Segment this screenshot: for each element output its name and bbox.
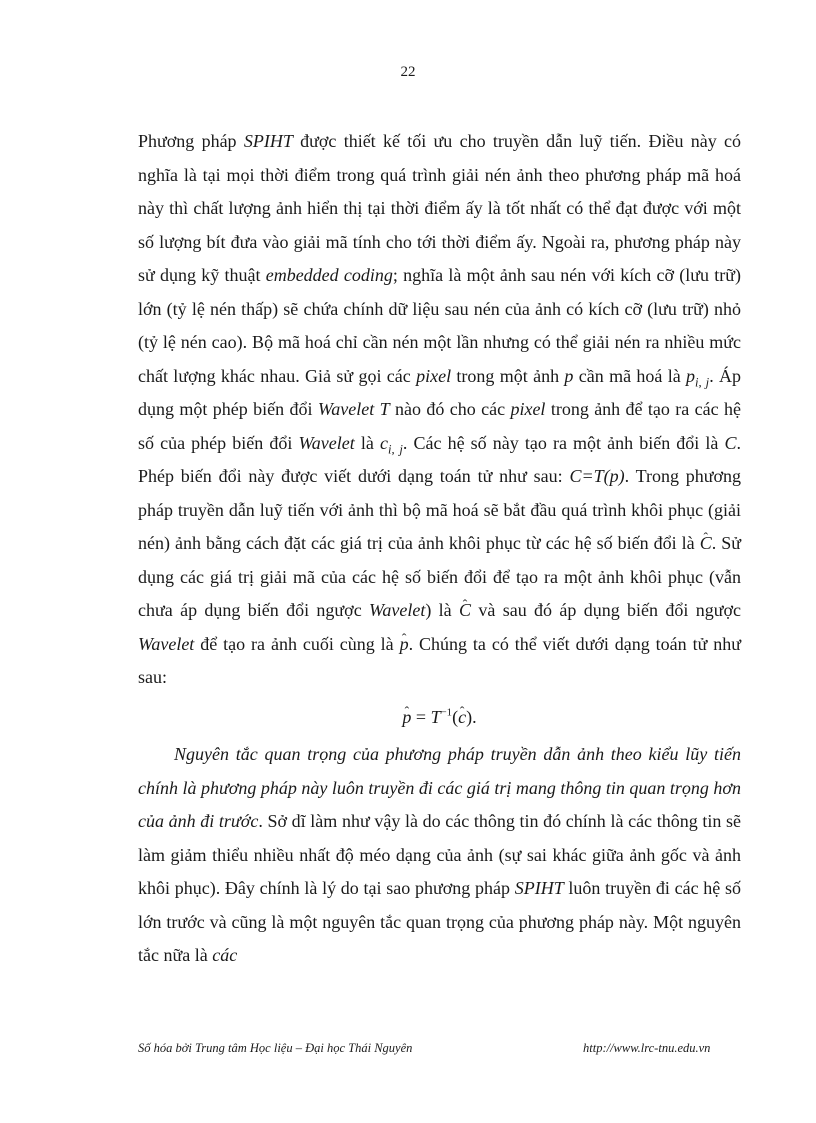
formula-c-hat: ˆ c	[458, 701, 466, 735]
text-run: . Áp dụng một phép biến đổi	[138, 365, 742, 419]
principle-statement: Nguyên tắc quan trọng của phương pháp truyền dẫn ảnh theo kiểu lũy tiến chính là phương pháp này luôn truyền đi các giá trị mang thông tin quan trọng hơn của ảnh đi trước	[138, 744, 741, 831]
text-run: cần mã hoá là	[573, 365, 687, 386]
text-run: . Sử dụng các giá trị giải mã của các hệ số biến đổi để tạo ra một ảnh khôi phục (vẫn chưa áp dụng biến đổi ngược	[138, 533, 741, 620]
footer-source: Số hóa bởi Trung tâm Học liệu – Đại học Thái Nguyên	[138, 1041, 413, 1055]
term-spiht: SPIHT	[243, 131, 293, 151]
text-run: ; nghĩa là một ảnh sau nén với kích cỡ (lưu trữ) lớn (tỷ lệ nén thấp) sẽ chứa chính dữ liệu sau nén của ảnh có kích cỡ (lưu trữ) nhỏ (tỷ lệ nén cao). Bộ mã hoá chỉ cần nén một lần nhưng có thể giải nén ra nhiều mức chất lượng khác nhau. Giả sử gọi các	[138, 265, 741, 386]
text-run: . Các hệ số này tạo ra một ảnh biến đổi là	[402, 432, 725, 453]
var-c-ij: c	[379, 432, 388, 453]
text-run: và sau đó áp dụng biến đổi ngược	[471, 600, 741, 620]
text-run: ) là	[425, 600, 460, 620]
subscript-ij: i, j	[387, 442, 403, 457]
formula-equals: =	[411, 706, 431, 727]
var-c-hat: ˆ C	[700, 527, 712, 561]
var-c-hat: ˆ C	[459, 594, 471, 628]
text-run: trong ảnh để tạo ra các hệ số của phép biến đổi	[138, 399, 742, 453]
term-embedded-coding: embedded coding	[265, 265, 393, 285]
formula-exponent: −1	[440, 705, 453, 718]
footer-url: http://www.lrc-tnu.edu.vn	[583, 1041, 711, 1055]
term-wavelet-t: Wavelet T	[317, 399, 390, 419]
text-run: . Chúng ta có thể viết dưới dạng toán tử như sau:	[138, 633, 742, 687]
text-run: . Phép biến đổi này được viết dưới dạng toán tử như sau:	[138, 432, 742, 486]
formula-close-paren: ).	[466, 706, 477, 727]
var-c: C	[724, 432, 737, 453]
term-wavelet: Wavelet	[369, 600, 426, 620]
text-run: nào đó cho các	[389, 399, 511, 419]
term-pixel: pixel	[510, 399, 546, 419]
page-number: 22	[400, 64, 416, 80]
term-spiht: SPIHT	[514, 878, 564, 898]
inverse-transform-formula	[138, 701, 741, 735]
text-run: để tạo ra ảnh cuối cùng là	[194, 633, 400, 654]
paragraph-spiht-intro	[138, 125, 741, 695]
text-run-italic: các	[212, 945, 238, 965]
term-wavelet: Wavelet	[138, 633, 195, 654]
term-pixel: pixel	[416, 365, 452, 386]
term-wavelet: Wavelet	[298, 432, 355, 453]
text-run: luôn truyền đi các hệ số lớn trước và cũng là một nguyên tắc quan trọng của phương pháp này. Một nguyên tắc nữa là	[138, 878, 742, 965]
formula-p-hat: ˆ p	[402, 701, 411, 735]
page-body	[138, 125, 741, 973]
paragraph-progressive-principle	[138, 738, 741, 973]
formula-t: T	[430, 706, 441, 727]
text-run: là	[354, 432, 380, 453]
text-run: Phương pháp	[138, 131, 244, 151]
text-run: được thiết kế tối ưu cho truyền dẫn luỹ tiến. Điều này có nghĩa là tại mọi thời điểm trong quá trình giải nén ảnh theo phương pháp mã hoá này thì chất lượng ảnh hiển thị tại thời điểm ấy là tốt nhất có thể đạt được với một số lượng bít đưa vào giải mã tính cho tới thời điểm ấy. Ngoài ra, phương pháp này sử dụng kỹ thuật	[138, 131, 741, 285]
var-p-hat: ˆ p	[400, 628, 409, 662]
var-p-ij: p	[686, 365, 696, 386]
text-run: . Trong phương pháp truyền dẫn luỹ tiến với ảnh thì bộ mã hoá sẽ bắt đầu quá trình khôi phục (giải nén) ảnh bằng cách đặt các giá trị của ảnh khôi phục từ các hệ số biến đổi là	[138, 466, 742, 553]
subscript-ij: i, j	[695, 375, 710, 390]
text-run: trong một ảnh	[451, 365, 565, 386]
equation-c-equals-t-p: C=T(p)	[569, 466, 625, 486]
formula-open-paren: (	[452, 706, 459, 727]
var-p: p	[564, 365, 574, 386]
text-run: . Sở dĩ làm như vậy là do các thông tin đó chính là các thông tin sẽ làm giảm thiểu nhiều nhất độ méo dạng của ảnh (sự sai khác giữa ảnh gốc và ảnh khôi phục). Đây chính là lý do tại sao phương pháp	[138, 811, 741, 898]
